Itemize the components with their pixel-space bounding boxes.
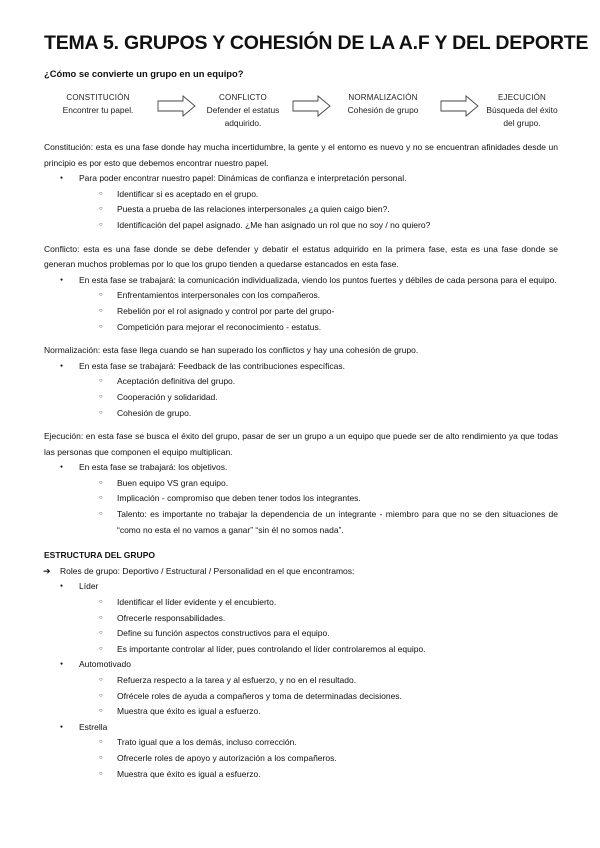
bullet-item: ● Para poder encontrar nuestro papel: Dinámicas de confianza e interpretación personal. — [44, 171, 558, 187]
sub-item: ○ Rebelión por el rol asignado y control por parte del grupo- — [44, 304, 558, 320]
sub-item: ○ Refuerza respecto a la tarea y al esfuerzo, y no en el resultado. — [44, 673, 558, 689]
role-leader: ● Líder — [44, 579, 558, 595]
page-title: TEMA 5. GRUPOS Y COHESIÓN DE LA A.F Y DEL DEPORTE — [44, 32, 589, 54]
paragraph-ejecucion: Ejecución: en esta fase se busca el éxito del grupo, pasar de ser un grupo a un equipo que puede ser de alto rendimiento ya que todas las personas que componen el equipo multiplican. — [44, 431, 558, 457]
role-automotivado: ● Automotivado — [44, 657, 558, 673]
sub-item: ○ Cooperación y solidaridad. — [44, 390, 558, 406]
sub-item: ○ Ofrecerle roles de apoyo y autorización a los compañeros. — [44, 751, 558, 767]
arrow-right-icon — [292, 95, 332, 117]
stage-desc: Cohesión de grupo — [347, 105, 419, 115]
role-estrella: ● Estrella — [44, 720, 558, 736]
sub-item: ○ Identificación del papel asignado. ¿Me han asignado un rol que no soy / no quiero? — [44, 218, 558, 234]
stage-name: EJECUCIÓN — [497, 93, 547, 102]
stage-conflicto — [192, 91, 294, 130]
stage-desc-2: del grupo. — [503, 118, 541, 128]
list-constitucion — [44, 171, 558, 233]
roles-text: Roles de grupo: Deportivo / Estructural / Personalidad en el que encontramos: — [60, 565, 355, 576]
section-question: ¿Cómo se convierte un grupo en un equipo? — [44, 68, 244, 79]
bullet-item: ● En esta fase se trabajará: los objetivos. — [44, 460, 558, 476]
sub-item: ○ Buen equipo VS gran equipo. — [44, 476, 558, 492]
sub-item: ○ Cohesión de grupo. — [44, 406, 558, 422]
sub-item: ○ Enfrentamientos interpersonales con los compañeros. — [44, 288, 558, 304]
paragraph-conflicto: Conflicto: esta es una fase donde se debe defender y debatir el estatus adquirido en la primera fase, esta es una fase donde se generan muchos problemas por lo que los grupo tienden a quedarse estancados en esta fase. — [44, 243, 558, 270]
sub-item: ○ Muestra que éxito es igual a esfuerzo. — [44, 767, 558, 783]
stage-normalizacion — [332, 91, 434, 117]
stage-ejecucion — [470, 91, 574, 130]
paragraph-constitucion: Constitución: esta es una fase donde hay mucha incertidumbre, la gente y el entorno es nuevo y no se encuentran afinidades desde un principio es por esto que debemos encontrar nuestro papel. — [44, 142, 558, 168]
sub-item: ○ Implicación - compromiso que deben tener todos los integrantes. — [44, 491, 558, 507]
sub-item: ○ Ofrécele roles de ayuda a compañeros y toma de determinadas decisiones. — [44, 689, 558, 705]
stage-desc: Defender el estatus — [206, 105, 280, 115]
stage-name: CONFLICTO — [219, 93, 267, 102]
arrow-right-icon — [157, 95, 197, 117]
stage-name: NORMALIZACIÓN — [348, 93, 418, 102]
stage-desc: Encontrer tu papel. — [62, 105, 134, 115]
sub-item: ○ Competición para mejorar el reconocimiento - estatus. — [44, 320, 558, 336]
list-normalizacion — [44, 359, 558, 421]
sub-item: ○ Es importante controlar al líder, pues controlando el líder controlaremos al equipo. — [44, 642, 558, 658]
stage-desc: Búsqueda del éxito — [486, 105, 558, 115]
document-body — [44, 140, 558, 782]
stage-name: CONSTITUCIÓN — [66, 93, 130, 102]
sub-item: ○ Trato igual que a los demás, incluso corrección. — [44, 735, 558, 751]
sub-item: ○ Define su función aspectos constructivos para el equipo. — [44, 626, 558, 642]
sub-item: ○ Aceptación definitiva del grupo. — [44, 374, 558, 390]
paragraph-normalizacion: Normalización: esta fase llega cuando se han superado los conflictos y hay una cohesión de grupo. — [44, 345, 419, 356]
sub-item: ○ Talento: es importante no trabajar la dependencia de un integrante - miembro para que no se den situaciones de “como no esta el no vamos a ganar” “sin él no somos nada”. — [44, 507, 558, 538]
sub-item: ○ Ofrecerle responsabilidades. — [44, 611, 558, 627]
bullet-item: ● En esta fase se trabajará: la comunicación individualizada, viendo los puntos fuertes y débiles de cada persona para el equipo. — [44, 273, 558, 289]
stage-desc-2: adquirido. — [224, 118, 262, 128]
sub-item: ○ Puesta a prueba de las relaciones interpersonales ¿a quien caigo bien?. — [44, 202, 558, 218]
bullet-item: ● En esta fase se trabajará: Feedback de las contribuciones específicas. — [44, 359, 558, 375]
roles-line — [44, 564, 558, 580]
sub-item: ○ Identificar si es aceptado en el grupo. — [44, 187, 558, 203]
list-estructura — [44, 564, 558, 782]
list-conflicto — [44, 273, 558, 335]
list-ejecucion — [44, 460, 558, 538]
section-heading: ESTRUCTURA DEL GRUPO — [44, 550, 155, 561]
arrow-bullet-icon: ➔ — [43, 565, 51, 576]
sub-item: ○ Identificar el líder evidente y el encubierto. — [44, 595, 558, 611]
sub-item: ○ Muestra que éxito es igual a esfuerzo. — [44, 704, 558, 720]
stage-constitucion — [48, 91, 148, 117]
